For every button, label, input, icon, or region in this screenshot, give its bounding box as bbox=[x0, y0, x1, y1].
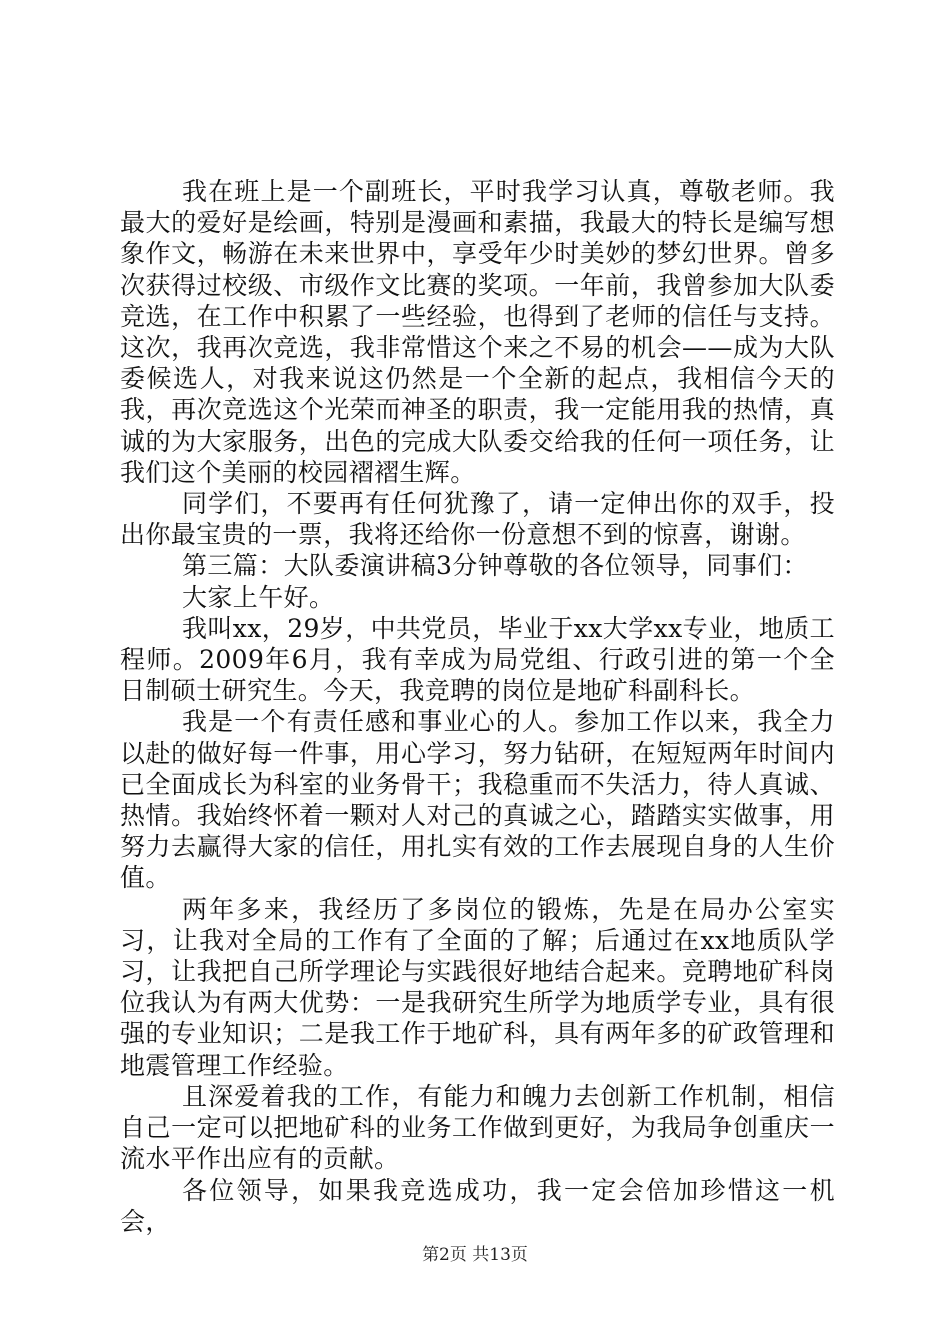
paragraph: 我在班上是一个副班长，平时我学习认真，尊敬老师。我最大的爱好是绘画，特别是漫画和素描，我最大的特长是编写想象作文，畅游在未来世界中，享受年少时美妙的梦幻世界。曾多次获得过校级、市级作文比赛的奖项。一年前，我曾参加大队委竞选，在工作中积累了一些经验，也得到了老师的信任与支持。这次，我再次竞选，我非常惜这个来之不易的机会——成为大队委候选人，对我来说这仍然是一个全新的起点，我相信今天的我，再次竞选这个光荣而神圣的职责，我一定能用我的热情，真诚的为大家服务，出色的完成大队委交给我的任何一项任务，让我们这个美丽的校园褶褶生辉。 bbox=[120, 177, 835, 487]
paragraph: 我是一个有责任感和事业心的人。参加工作以来，我全力以赴的做好每一件事，用心学习，努力钻研，在短短两年时间内已全面成长为科室的业务骨干；我稳重而不失活力，待人真诚、热情。我始终怀着一颗对人对己的真诚之心，踏踏实实做事，用努力去赢得大家的信任，用扎实有效的工作去展现自身的人生价值。 bbox=[120, 707, 835, 893]
paragraph: 我叫xx，29岁，中共党员，毕业于xx大学xx专业，地质工程师。2009年6月，我有幸成为局党组、行政引进的第一个全日制硕士研究生。今天，我竞聘的岗位是地矿科副科长。 bbox=[120, 613, 836, 706]
paragraph: 同学们，不要再有任何犹豫了，请一定伸出你的双手，投出你最宝贵的一票，我将还给你一份意想不到的惊喜，谢谢。 bbox=[120, 489, 835, 550]
document-body bbox=[120, 176, 835, 1237]
paragraph: 且深爱着我的工作，有能力和魄力去创新工作机制，相信自己一定可以把地矿科的业务工作做到更好，为我局争创重庆一流水平作出应有的贡献。 bbox=[120, 1081, 835, 1174]
paragraph: 各位领导，如果我竞选成功，我一定会倍加珍惜这一机会， bbox=[120, 1175, 835, 1236]
paragraph: 两年多来，我经历了多岗位的锻炼，先是在局办公室实习，让我对全局的工作有了全面的了解；后通过在xx地质队学习，让我把自己所学理论与实践很好地结合起来。竞聘地矿科岗位我认为有两大优势：一是我研究生所学为地质学专业，具有很强的专业知识；二是我工作于地矿科，具有两年多的矿政管理和地震管理工作经验。 bbox=[120, 894, 835, 1080]
section-heading: 第三篇：大队委演讲稿3分钟尊敬的各位领导，同事们： bbox=[182, 551, 808, 581]
greeting: 大家上午好。 bbox=[182, 582, 335, 612]
page-number-footer: 第2页 共13页 bbox=[422, 1245, 528, 1265]
